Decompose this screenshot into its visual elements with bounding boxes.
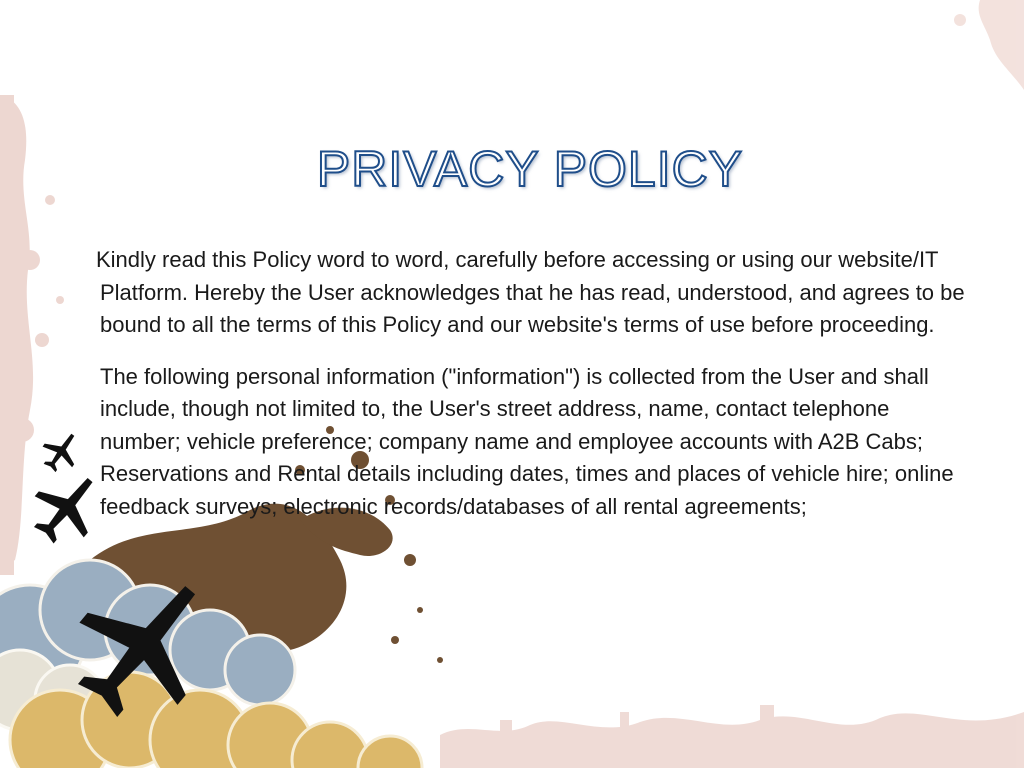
paragraph-intro: Kindly read this Policy word to word, carefully before accessing or using our website/IT Platform. Hereby the User acknowledges that he has read, understood, and agrees to be bound to all the terms of this Policy and our website's terms of use before proceeding. [96,247,965,337]
pink-splash-bottom [440,705,1024,768]
pink-splash-right [954,0,1024,90]
paragraph-information-collected: The following personal information ("information") is collected from the User and shall include, though not limited to, the User's street address, name, contact telephone number; vehicle preference; company name and employee accounts with A2B Cabs; Reservations and Rental details including dates, times and places of vehicle hire; online feedback surveys; electronic records/databases of all rental agreements; [100,363,954,519]
slide-body [90,244,970,542]
slide-title: PRIVACY POLICY [316,141,744,197]
airplane-icon [35,424,88,478]
